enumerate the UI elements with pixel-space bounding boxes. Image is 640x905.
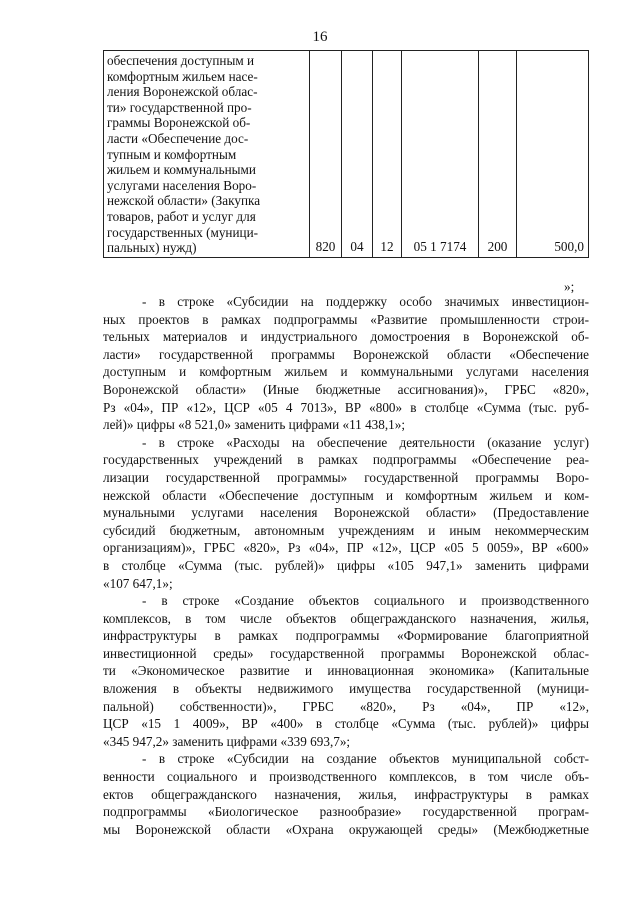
text-line: - в строке «Субсидии на создание объектов муниципальной собст- [142,751,589,767]
text-line: - в строке «Субсидии на поддержку особо значимых инвестицион- [142,294,589,309]
text-line: пальной) собственности)», ГРБС «820», Рз «04», ПР «12», [103,698,589,714]
pr-code-cell: 12 [373,51,402,258]
text-line: - в строке «Создание объектов социального и производственного [142,593,589,609]
text-line: в столбце «Сумма (тыс. рублей)» цифры «105 947,1» заменить цифрами [103,557,589,573]
text-line: инфраструктуры в рамках подпрограммы «Формирование благоприятной [103,628,589,644]
text-line: венности социального и производственного комплексов, в том числе объ- [103,769,589,785]
text-line: подпрограммы «Биологическое разнообразие» государственной програм- [103,804,589,820]
text-line: ЦСР «15 1 4009», ВР «400» в столбце «Сумма (тыс. рублей)» цифры [103,716,589,732]
text-line: «345 947,2» заменить цифрами «339 693,7»; [103,733,351,749]
page-number: 16 [312,29,328,45]
text-line: тельных материалов и индустриального домостроения в Воронежской об- [103,329,589,345]
text-line: инвестиционной среды» государственной программы Воронежской облас- [103,645,589,661]
text-line: лей)» цифры «8 521,0» заменить цифрами «11 438,1»; [103,417,406,433]
table-row [104,51,589,258]
text-line: субсидий бюджетным, автономным учреждениям и иным некоммерческим [103,522,589,538]
rz-code-cell: 04 [342,51,373,258]
text-line: - в строке «Расходы на обеспечение деятельности (оказание услуг) [142,434,589,450]
text-line: мы Воронежской области «Охрана окружающей среды» (Межбюджетные [103,821,589,837]
amendment-paragraph [103,434,589,592]
text-line: ектов общегражданского назначения, жилья, инфраструктуры в рамках [103,786,589,802]
amendment-paragraph [103,750,589,838]
text-line: «107 647,1»; [103,575,173,591]
row-description: обеспечения доступным и комфортным жильем насе- ления Воронежской облас- ти» государственной про- граммы Воронежской об- ласти «Обеспечение дос- тупным и комфортным жильем и коммунальными услугами населения Воро- нежской области» (Закупка товаров, работ и услуг для государственных (муници- пальных) нужд) [104,51,310,258]
grbs-code-cell: 820 [310,51,342,258]
amendment-paragraph [103,592,589,750]
text-line: государственных учреждений в рамках подпрограммы «Обеспечение реа- [103,452,589,468]
text-line: доступным и комфортным жильем и коммунальными услугами населения [103,364,589,380]
sum-cell: 500,0 [517,51,589,258]
text-line: ти «Экономическое развитие и инновационная экономика» (Капитальные [103,663,589,679]
text-line: Рз «04», ПР «12», ЦСР «05 4 7013», ВР «800» в столбце «Сумма (тыс. руб- [103,399,589,415]
text-line: ных проектов в рамках подпрограммы «Развитие промышленности строи- [103,311,589,327]
text-line: организациям)», ГРБС «820», Рз «04», ПР «12», ЦСР «05 5 0059», ВР «600» [103,540,589,556]
csr-code-cell: 05 1 7174 [402,51,479,258]
text-line: Воронежской области» (Иные бюджетные ассигнования)», ГРБС «820», [103,381,589,397]
text-line: ласти» государственной программы Воронежской области «Обеспечение [103,346,589,362]
budget-table [103,50,589,258]
amendment-paragraph [103,293,589,434]
text-line: нежской области «Обеспечение доступным и комфортным жильем и ком- [103,487,589,503]
vr-code-cell: 200 [479,51,517,258]
text-line: вложения в объекты недвижимого имущества государственной (муници- [103,681,589,697]
text-line: мунальными услугами населения Воронежской области» (Предоставление [103,505,589,521]
text-line: лизации государственной программы» государственной программы Воро- [103,469,589,485]
text-line: комплексов, в том числе объектов общегражданского назначения, жилья, [103,610,589,626]
amendments-text [103,293,589,838]
table-closing-quote: »; [564,279,575,294]
